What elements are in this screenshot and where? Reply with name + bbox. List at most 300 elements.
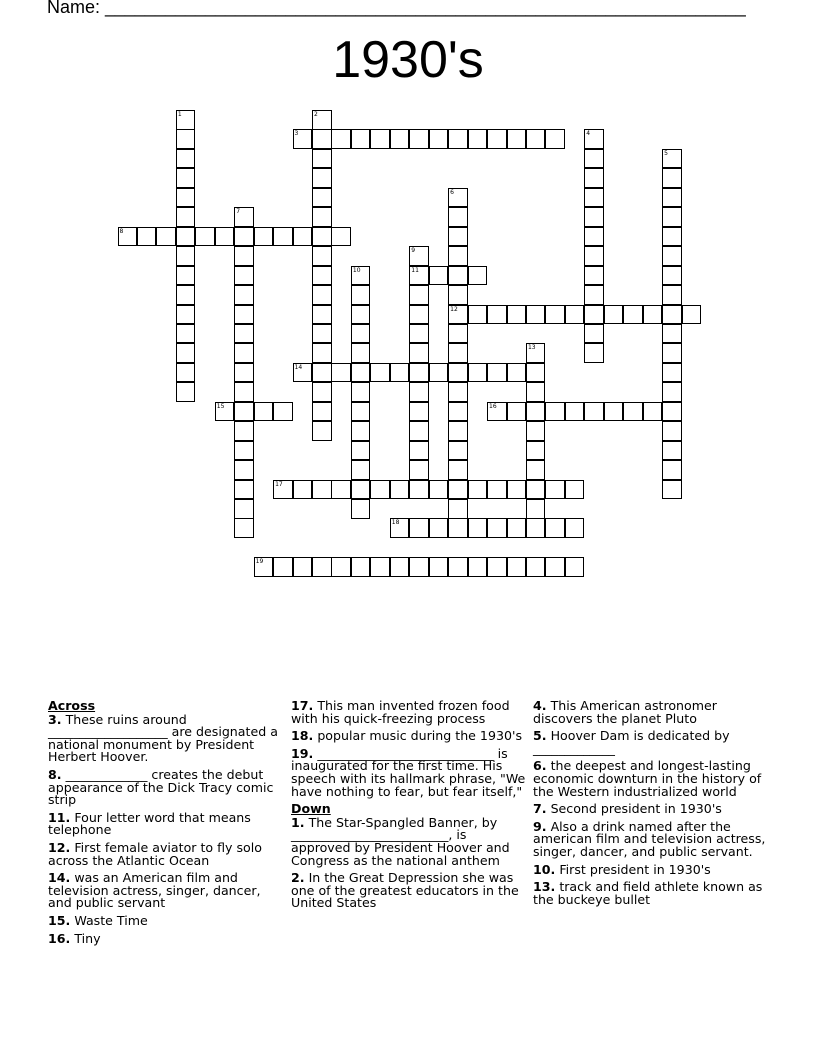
grid-cell[interactable]: [507, 305, 527, 325]
clue-item: [533, 881, 769, 906]
grid-cell[interactable]: [234, 402, 254, 422]
clue-item: [48, 930, 284, 946]
grid-cell[interactable]: [351, 402, 371, 422]
clue-item-number: 5.: [533, 728, 547, 744]
grid-cell[interactable]: [448, 557, 468, 577]
clue-item: [533, 818, 769, 859]
grid-cell[interactable]: [507, 363, 527, 383]
grid-cell[interactable]: [448, 227, 468, 247]
grid-cell[interactable]: [448, 207, 468, 227]
grid-cell[interactable]: [351, 557, 371, 577]
grid-cell[interactable]: [584, 305, 604, 325]
grid-cell[interactable]: [448, 285, 468, 305]
grid-cell[interactable]: [215, 227, 235, 247]
clue-number: 16: [489, 402, 497, 410]
clue-item-text: _____________ creates the debut appearance of the Dick Tracy comic strip: [48, 766, 274, 808]
clue-item-number: 16.: [48, 930, 71, 946]
grid-cell[interactable]: [351, 421, 371, 441]
grid-cell[interactable]: [487, 557, 507, 577]
grid-cell[interactable]: [137, 227, 157, 247]
grid-cell[interactable]: [487, 402, 507, 422]
grid-cell[interactable]: [390, 480, 410, 500]
grid-cell[interactable]: [331, 480, 351, 500]
grid-cell[interactable]: [331, 227, 351, 247]
grid-cell[interactable]: [409, 441, 429, 461]
clue-number: 19: [255, 558, 264, 566]
grid-cell[interactable]: [351, 305, 371, 325]
grid-cell[interactable]: [526, 363, 546, 383]
grid-cell[interactable]: [584, 402, 604, 422]
grid-cell[interactable]: [662, 421, 682, 441]
clue-item-number: 3.: [48, 711, 62, 727]
grid-cell[interactable]: [409, 480, 429, 500]
grid-cell[interactable]: [662, 246, 682, 266]
grid-cell[interactable]: [234, 421, 254, 441]
grid-cell[interactable]: [390, 518, 410, 538]
grid-cell[interactable]: [526, 343, 546, 363]
grid-cell[interactable]: [409, 324, 429, 344]
clue-item-text: Second president in 1930's: [546, 801, 722, 817]
grid-cell[interactable]: [351, 129, 371, 149]
grid-cell[interactable]: [409, 343, 429, 363]
grid-cell[interactable]: [545, 480, 565, 500]
grid-cell[interactable]: [370, 480, 390, 500]
clue-item-number: 9.: [533, 818, 547, 834]
grid-cell[interactable]: [409, 129, 429, 149]
clue-item-text: In the Great Depression she was one of the greatest educators in the United States: [291, 870, 519, 911]
grid-cell[interactable]: [409, 460, 429, 480]
clue-item-text: First president in 1930's: [555, 861, 711, 877]
grid-cell[interactable]: [370, 363, 390, 383]
grid-cell[interactable]: [662, 266, 682, 286]
grid-cell[interactable]: [351, 266, 371, 286]
grid-cell[interactable]: [351, 460, 371, 480]
grid-cell[interactable]: [468, 305, 488, 325]
clue-item-text: This American astronomer discovers the planet Pluto: [533, 698, 717, 726]
grid-cell[interactable]: [526, 480, 546, 500]
page-title: 1930's: [332, 31, 484, 89]
grid-cell[interactable]: [312, 421, 332, 441]
grid-cell[interactable]: [662, 227, 682, 247]
grid-cell[interactable]: [662, 324, 682, 344]
grid-cell[interactable]: [487, 305, 507, 325]
grid-cell[interactable]: [623, 305, 643, 325]
grid-cell[interactable]: [254, 557, 274, 577]
grid-cell[interactable]: [507, 557, 527, 577]
grid-cell[interactable]: [468, 363, 488, 383]
grid-cell[interactable]: [390, 363, 410, 383]
grid-cell[interactable]: [662, 285, 682, 305]
grid-cell[interactable]: [118, 227, 138, 247]
grid-cell[interactable]: [254, 227, 274, 247]
clue-item-number: 10.: [533, 861, 556, 877]
grid-cell[interactable]: [176, 305, 196, 325]
clue-item-text: the deepest and longest-lasting economic downturn in the history of the Western industrialized world: [533, 758, 762, 799]
grid-cell[interactable]: [312, 382, 332, 402]
grid-cell[interactable]: [526, 518, 546, 538]
grid-cell[interactable]: [390, 557, 410, 577]
grid-cell[interactable]: [234, 285, 254, 305]
clue-item-number: 4.: [533, 698, 547, 713]
grid-cell[interactable]: [507, 480, 527, 500]
grid-cell[interactable]: [176, 382, 196, 402]
grid-cell[interactable]: [662, 305, 682, 325]
clue-column-3: [533, 700, 769, 911]
grid-cell[interactable]: [526, 441, 546, 461]
grid-cell[interactable]: [176, 324, 196, 344]
grid-cell[interactable]: [409, 382, 429, 402]
grid-cell[interactable]: [565, 480, 585, 500]
grid-cell[interactable]: [293, 227, 313, 247]
grid-cell[interactable]: [448, 324, 468, 344]
grid-cell[interactable]: [234, 382, 254, 402]
clue-item-text: Four letter word that means telephone: [48, 809, 251, 838]
clue-number: 9: [411, 247, 416, 255]
grid-cell[interactable]: [312, 168, 332, 188]
grid-cell[interactable]: [234, 305, 254, 325]
grid-cell[interactable]: [604, 402, 624, 422]
grid-cell[interactable]: [312, 480, 332, 500]
grid-cell[interactable]: [468, 518, 488, 538]
clue-item: [533, 730, 769, 755]
grid-cell[interactable]: [234, 227, 254, 247]
clue-item-number: 6.: [533, 758, 547, 774]
clue-item-number: 11.: [48, 809, 71, 825]
grid-cell[interactable]: [234, 266, 254, 286]
clue-number: 12: [450, 305, 458, 313]
grid-cell[interactable]: [312, 363, 332, 383]
grid-cell[interactable]: [409, 518, 429, 538]
grid-cell[interactable]: [312, 305, 332, 325]
grid-cell[interactable]: [448, 246, 468, 266]
grid-cell[interactable]: [176, 227, 196, 247]
clue-item-number: 2.: [291, 870, 305, 886]
clue-item-number: 8.: [48, 766, 62, 782]
grid-cell[interactable]: [448, 421, 468, 441]
grid-cell[interactable]: [409, 557, 429, 577]
clue-item-text: Also a drink named after the american film and television actress, singer, dancer, and public servant.: [533, 818, 766, 859]
grid-cell[interactable]: [409, 305, 429, 325]
grid-cell[interactable]: [584, 343, 604, 363]
grid-cell[interactable]: [234, 324, 254, 344]
grid-cell[interactable]: [312, 227, 332, 247]
grid-cell[interactable]: [234, 460, 254, 480]
grid-cell[interactable]: [545, 518, 565, 538]
grid-cell[interactable]: [623, 402, 643, 422]
clue-number: 17: [275, 480, 283, 488]
grid-cell[interactable]: [234, 343, 254, 363]
grid-cell[interactable]: [176, 110, 196, 130]
grid-cell[interactable]: [254, 402, 274, 422]
grid-cell[interactable]: [312, 285, 332, 305]
grid-cell[interactable]: [448, 480, 468, 500]
clue-item: [291, 814, 527, 868]
grid-cell[interactable]: [312, 343, 332, 363]
grid-cell[interactable]: [390, 129, 410, 149]
clue-item-number: 1.: [291, 814, 305, 830]
clue-number: 13: [527, 344, 536, 352]
grid-cell[interactable]: [176, 285, 196, 305]
grid-cell[interactable]: [195, 227, 215, 247]
grid-cell[interactable]: [312, 129, 332, 149]
grid-cell[interactable]: [526, 421, 546, 441]
grid-cell[interactable]: [468, 266, 488, 286]
grid-cell[interactable]: [429, 518, 449, 538]
grid-cell[interactable]: [662, 480, 682, 500]
grid-cell[interactable]: [584, 266, 604, 286]
grid-cell[interactable]: [409, 421, 429, 441]
grid-cell[interactable]: [370, 557, 390, 577]
clue-item-text: The Star-Spangled Banner, by _________________________, is approved by President Hoover and Congress as the national anthem: [291, 814, 510, 868]
grid-cell[interactable]: [312, 402, 332, 422]
clue-item: [533, 803, 769, 816]
grid-cell[interactable]: [487, 129, 507, 149]
grid-cell[interactable]: [545, 557, 565, 577]
grid-cell[interactable]: [584, 324, 604, 344]
grid-cell[interactable]: [409, 246, 429, 266]
grid-cell[interactable]: [468, 129, 488, 149]
grid-cell[interactable]: [507, 129, 527, 149]
clue-number: 15: [216, 402, 225, 410]
clue-item: [48, 872, 284, 910]
grid-cell[interactable]: [234, 363, 254, 383]
clue-item-number: 19.: [291, 745, 314, 761]
clue-item-number: 15.: [48, 912, 71, 928]
clue-column-1: [48, 700, 284, 950]
clue-number: 11: [411, 266, 419, 274]
clue-item: [533, 760, 769, 798]
grid-cell[interactable]: [448, 343, 468, 363]
grid-cell[interactable]: [429, 363, 449, 383]
grid-cell[interactable]: [565, 305, 585, 325]
grid-cell[interactable]: [507, 518, 527, 538]
grid-cell[interactable]: [429, 480, 449, 500]
grid-cell[interactable]: [176, 168, 196, 188]
grid-cell[interactable]: [545, 129, 565, 149]
grid-cell[interactable]: [662, 207, 682, 227]
grid-cell[interactable]: [234, 480, 254, 500]
clue-item-text: track and field athlete known as the buckeye bullet: [533, 879, 763, 907]
grid-cell[interactable]: [293, 129, 313, 149]
grid-cell[interactable]: [448, 129, 468, 149]
grid-cell[interactable]: [487, 518, 507, 538]
clue-item: [291, 745, 527, 799]
grid-cell[interactable]: [468, 557, 488, 577]
grid-cell[interactable]: [526, 460, 546, 480]
grid-cell[interactable]: [662, 382, 682, 402]
grid-cell[interactable]: [234, 441, 254, 461]
grid-cell[interactable]: [526, 382, 546, 402]
grid-cell[interactable]: [176, 266, 196, 286]
grid-cell[interactable]: [565, 402, 585, 422]
grid-cell[interactable]: [526, 499, 546, 519]
grid-cell[interactable]: [584, 188, 604, 208]
grid-cell[interactable]: [351, 480, 371, 500]
grid-cell[interactable]: [331, 557, 351, 577]
name-field[interactable]: Name: ________________________________________________________________: [47, 0, 746, 17]
grid-cell[interactable]: [293, 557, 313, 577]
clue-number: 1: [177, 111, 182, 118]
grid-cell[interactable]: [429, 129, 449, 149]
grid-cell[interactable]: [312, 110, 332, 130]
grid-cell[interactable]: [507, 402, 527, 422]
grid-cell[interactable]: [448, 188, 468, 208]
grid-cell[interactable]: [273, 227, 293, 247]
grid-cell[interactable]: [545, 305, 565, 325]
grid-cell[interactable]: [526, 129, 546, 149]
grid-cell[interactable]: [565, 518, 585, 538]
grid-cell[interactable]: [351, 441, 371, 461]
grid-cell[interactable]: [526, 305, 546, 325]
grid-cell[interactable]: [584, 168, 604, 188]
grid-cell[interactable]: [526, 557, 546, 577]
grid-cell[interactable]: [662, 363, 682, 383]
grid-cell[interactable]: [176, 207, 196, 227]
clue-item-text: These ruins around ___________________ are designated a national monument by President Herbert Hoover.: [48, 711, 278, 765]
clue-item-number: 13.: [533, 879, 556, 895]
grid-cell[interactable]: [662, 168, 682, 188]
grid-cell[interactable]: [448, 305, 468, 325]
grid-cell[interactable]: [584, 246, 604, 266]
grid-cell[interactable]: [176, 246, 196, 266]
grid-cell[interactable]: [293, 480, 313, 500]
clue-item: [48, 766, 284, 808]
grid-cell[interactable]: [215, 402, 235, 422]
grid-cell[interactable]: [584, 149, 604, 169]
grid-cell[interactable]: [448, 441, 468, 461]
grid-cell[interactable]: [429, 557, 449, 577]
grid-cell[interactable]: [662, 149, 682, 169]
clue-item-number: 12.: [48, 839, 71, 855]
grid-cell[interactable]: [331, 363, 351, 383]
clue-item-text: This man invented frozen food with his quick-freezing process: [291, 698, 510, 726]
clue-item: [48, 809, 284, 838]
grid-cell[interactable]: [545, 402, 565, 422]
grid-cell[interactable]: [312, 246, 332, 266]
grid-cell[interactable]: [429, 266, 449, 286]
clue-item: [533, 700, 769, 725]
grid-cell[interactable]: [234, 499, 254, 519]
grid-cell[interactable]: [487, 363, 507, 383]
clue-number: 5: [664, 149, 668, 157]
clue-item: [48, 912, 284, 928]
clue-number: 7: [236, 208, 241, 216]
grid-cell[interactable]: [448, 266, 468, 286]
grid-cell[interactable]: [351, 285, 371, 305]
grid-cell[interactable]: [409, 266, 429, 286]
grid-cell[interactable]: [448, 460, 468, 480]
grid-cell[interactable]: [351, 363, 371, 383]
clue-item-text: Hoover Dam is dedicated by _____________: [533, 728, 730, 756]
grid-cell[interactable]: [468, 480, 488, 500]
grid-cell[interactable]: [662, 441, 682, 461]
grid-cell[interactable]: [351, 382, 371, 402]
across-header: Across: [48, 698, 96, 713]
clue-item-text: was an American film and television actress, singer, dancer, and public servant: [48, 870, 261, 911]
grid-cell[interactable]: [448, 402, 468, 422]
clue-item: [291, 730, 527, 743]
grid-cell[interactable]: [643, 402, 663, 422]
grid-cell[interactable]: [526, 402, 546, 422]
grid-cell[interactable]: [565, 557, 585, 577]
grid-cell[interactable]: [584, 207, 604, 227]
grid-cell[interactable]: [643, 305, 663, 325]
grid-cell[interactable]: [176, 129, 196, 149]
clue-item-number: 14.: [48, 870, 71, 886]
clue-item: [291, 872, 527, 910]
grid-cell[interactable]: [351, 324, 371, 344]
grid-cell[interactable]: [584, 129, 604, 149]
clue-item-text: popular music during the 1930's: [313, 728, 523, 744]
grid-cell[interactable]: [584, 227, 604, 247]
clue-item-number: 7.: [533, 801, 547, 817]
grid-cell[interactable]: [662, 460, 682, 480]
grid-cell[interactable]: [176, 363, 196, 383]
clue-item: [533, 861, 769, 877]
grid-cell[interactable]: [273, 557, 293, 577]
grid-cell[interactable]: [273, 480, 293, 500]
grid-cell[interactable]: [312, 557, 332, 577]
grid-cell[interactable]: [312, 149, 332, 169]
grid-cell[interactable]: [448, 382, 468, 402]
grid-cell[interactable]: [448, 363, 468, 383]
grid-cell[interactable]: [331, 129, 351, 149]
grid-cell[interactable]: [409, 363, 429, 383]
grid-cell[interactable]: [176, 149, 196, 169]
grid-cell[interactable]: [234, 518, 254, 538]
grid-cell[interactable]: [312, 324, 332, 344]
clue-item-text: ____________________________ is inaugurated for the first time. His speech with its hallmark phrase, "We have nothing to fear, but fear itself,": [291, 745, 526, 799]
clue-item: [291, 700, 527, 725]
grid-cell[interactable]: [293, 363, 313, 383]
clue-number: 18: [391, 519, 400, 527]
grid-cell[interactable]: [487, 480, 507, 500]
clue-number: 10: [352, 266, 361, 274]
clue-column-2: [291, 700, 527, 915]
clue-number: 4: [586, 130, 591, 138]
grid-cell[interactable]: [176, 343, 196, 363]
grid-cell[interactable]: [682, 305, 702, 325]
grid-cell[interactable]: [448, 518, 468, 538]
clue-item-text: First female aviator to fly solo across the Atlantic Ocean: [48, 839, 262, 868]
grid-cell[interactable]: [156, 227, 176, 247]
grid-cell[interactable]: [448, 499, 468, 519]
grid-cell[interactable]: [312, 266, 332, 286]
grid-cell[interactable]: [662, 343, 682, 363]
grid-cell[interactable]: [176, 188, 196, 208]
clue-item: [48, 711, 284, 765]
down-header: Down: [291, 801, 331, 817]
grid-cell[interactable]: [662, 402, 682, 422]
grid-cell[interactable]: [312, 207, 332, 227]
grid-cell[interactable]: [351, 499, 371, 519]
grid-cell[interactable]: [234, 246, 254, 266]
grid-cell[interactable]: [604, 305, 624, 325]
grid-cell[interactable]: [312, 188, 332, 208]
clue-number: 3: [294, 130, 299, 138]
grid-cell[interactable]: [409, 402, 429, 422]
grid-cell[interactable]: [273, 402, 293, 422]
grid-cell[interactable]: [409, 285, 429, 305]
grid-cell[interactable]: [234, 207, 254, 227]
grid-cell[interactable]: [370, 129, 390, 149]
clue-number: 14: [294, 363, 303, 371]
grid-cell[interactable]: [662, 188, 682, 208]
clue-number: 6: [450, 188, 454, 196]
grid-cell[interactable]: [351, 343, 371, 363]
grid-cell[interactable]: [584, 285, 604, 305]
clue-item: [48, 839, 284, 868]
